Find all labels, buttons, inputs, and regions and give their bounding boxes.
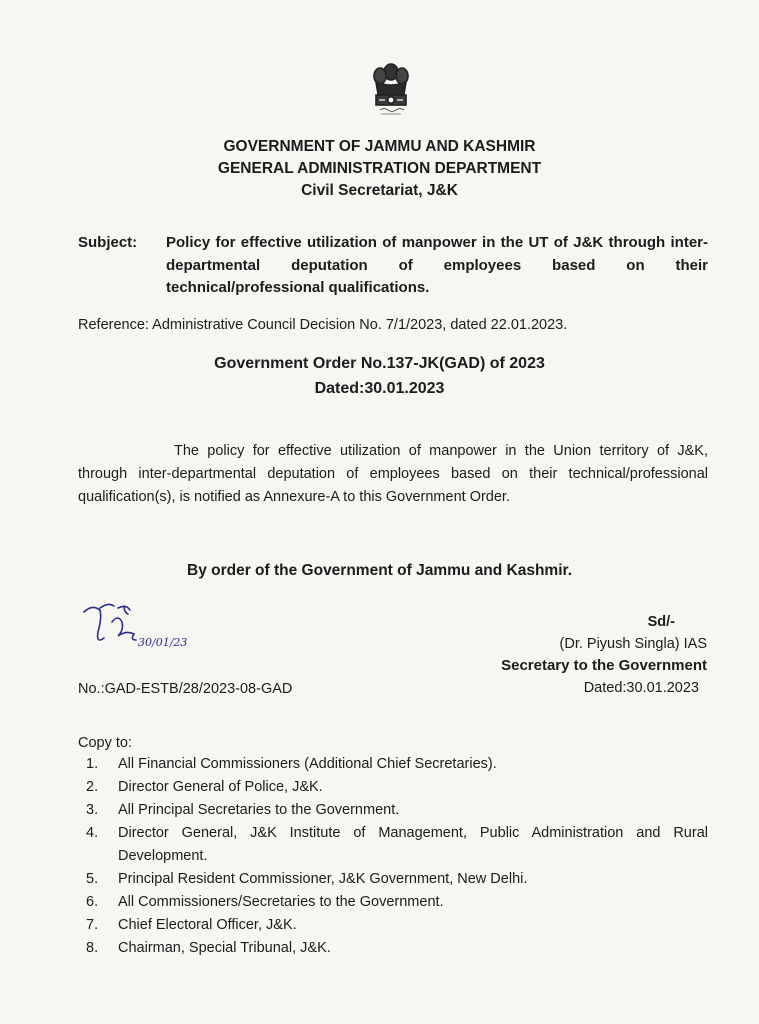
signature-sd: Sd/-: [647, 614, 675, 630]
reference-line: Reference: Administrative Council Decision No. 7/1/2023, dated 22.01.2023.: [78, 317, 568, 333]
subject-block: [78, 232, 708, 300]
list-item: 5. Principal Resident Commissioner, J&K Government, New Delhi.: [86, 871, 528, 887]
signatory-designation: Secretary to the Government: [501, 657, 707, 674]
header-government: GOVERNMENT OF JAMMU AND KASHMIR: [223, 138, 536, 155]
signature-date: Dated:30.01.2023: [583, 680, 699, 696]
handwritten-initials: [78, 600, 218, 670]
list-item: 7. Chief Electoral Officer, J&K.: [86, 917, 297, 933]
signatory-name: (Dr. Piyush Singla) IAS: [559, 636, 707, 652]
copy-to-list: [78, 753, 708, 960]
list-item: 2. Director General of Police, J&K.: [86, 779, 323, 795]
signature-block: [501, 611, 707, 699]
national-emblem-icon: [366, 58, 416, 126]
header-department: GENERAL ADMINISTRATION DEPARTMENT: [217, 160, 542, 177]
list-item: 8. Chairman, Special Tribunal, J&K.: [86, 940, 331, 956]
list-item: 3. All Principal Secretaries to the Government.: [86, 802, 400, 818]
by-order-line: By order of the Government of Jammu and Kashmir.: [187, 562, 572, 579]
list-item: 4. Director General, J&K Institute of Management, Public Administration and Rural Development.: [86, 825, 708, 864]
list-item: 6. All Commissioners/Secretaries to the Government.: [86, 894, 444, 910]
order-body-paragraph: The policy for effective utilization of manpower in the Union territory of J&K, through inter-departmental deputation of employees based on their technical/professional qualification(s), is notified as Annexure-A to this Government Order.: [78, 443, 708, 505]
copy-to-label: Copy to:: [78, 735, 132, 751]
file-number: No.:GAD-ESTB/28/2023-08-GAD: [78, 681, 293, 697]
initials-date: 30/01/23: [138, 636, 188, 649]
subject-label: Subject:: [78, 234, 138, 251]
order-date: Dated:30.01.2023: [314, 380, 445, 397]
header-secretariat: Civil Secretariat, J&K: [301, 182, 458, 199]
list-item: 1. All Financial Commissioners (Additional Chief Secretaries).: [86, 756, 497, 772]
subject-text: Policy for effective utilization of manpower in the UT of J&K through inter-departmental deputation of employees based on their technical/professional qualifications.: [166, 234, 708, 296]
order-number: Government Order No.137-JK(GAD) of 2023: [214, 355, 545, 372]
